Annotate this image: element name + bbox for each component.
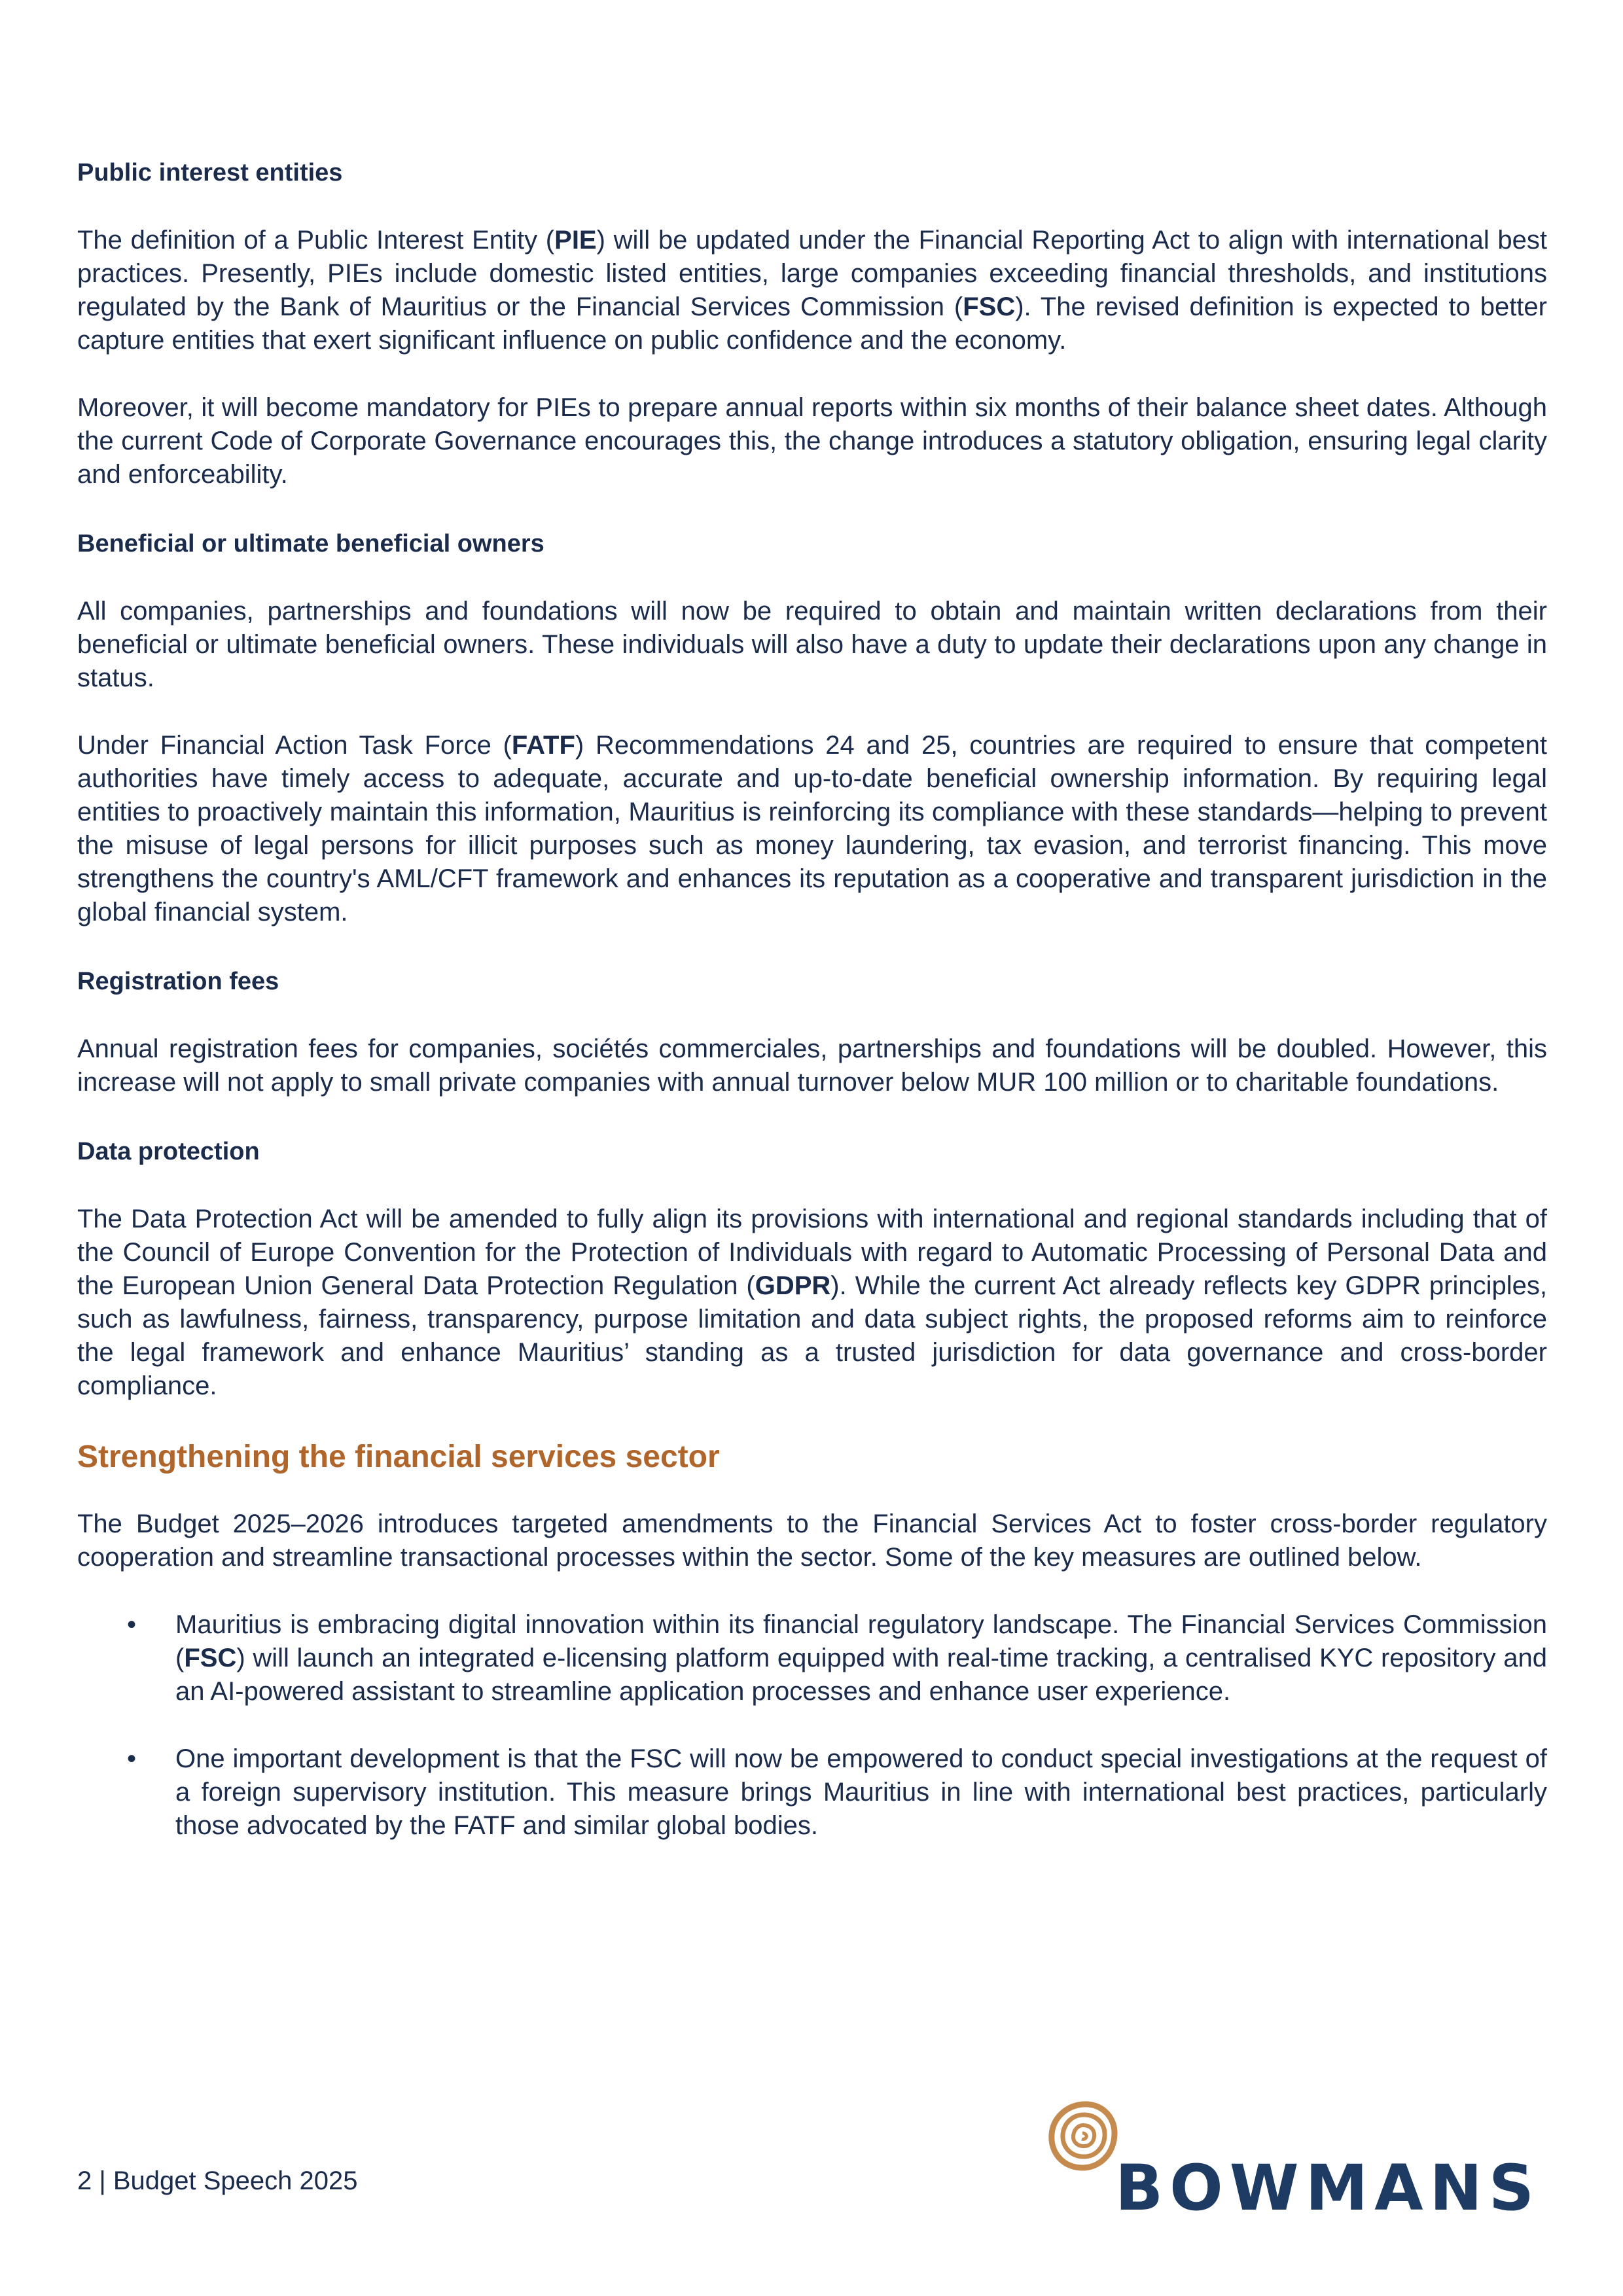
heading-financial-services-sector: Strengthening the financial services sector (77, 1439, 720, 1474)
acronym-fatf: FATF (511, 731, 575, 760)
acronym-gdpr: GDPR (755, 1271, 831, 1300)
page-footer-label: 2 | Budget Speech 2025 (77, 2166, 358, 2195)
paragraph-fatf-recommendations: Under Financial Action Task Force (FATF) Recommendations 24 and 25, countries are required to ensure that competent authorities have timely access to adequate, accurate and up-to-date beneficial ownership information. By requiring legal entities to proactively maintain this information, Mauritius is reinforcing its compliance with these standards—helping to prevent the misuse of legal persons for illicit purposes such as money laundering, tax evasion, and terrorist financing. This move strengthens the country's AML/CFT framework and enhances its reputation as a cooperative and transparent jurisdiction in the global financial system. (77, 731, 1547, 927)
bowmans-swirl-icon (1047, 2100, 1119, 2172)
paragraph-beneficial-declarations: All companies, partnerships and foundations will now be required to obtain and maintain written declarations from their beneficial or ultimate beneficial owners. These individuals will also have a duty to update their declarations upon any change in status. (77, 597, 1547, 692)
paragraph-pie-definition: The definition of a Public Interest Entity (PIE) will be updated under the Financial Reporting Act to align with international best practices. Presently, PIEs include domestic listed entities, large companies exceeding financial thresholds, and institutions regulated by the Bank of Mauritius or the Financial Services Commission (FSC). The revised definition is expected to better capture entities that exert significant influence on public confidence and the economy. (77, 226, 1547, 355)
acronym-pie: PIE (554, 226, 597, 255)
paragraph-data-protection: The Data Protection Act will be amended to fully align its provisions with international and regional standards including that of the Council of Europe Convention for the Protection of Individuals with regard to Automatic Processing of Personal Data and the European Union General Data Protection Regulation (GDPR). While the current Act already reflects key GDPR principles, such as lawfulness, fairness, transparency, purpose limitation and data subject rights, the proposed reforms aim to reinforce the legal framework and enhance Mauritius’ standing as a trusted jurisdiction for data governance and cross-border compliance. (77, 1205, 1547, 1400)
paragraph-budget-amendments: The Budget 2025–2026 introduces targeted amendments to the Financial Services Act to foster cross-border regulatory cooperation and streamline transactional processes within the sector. Some of the key measures are outlined below. (77, 1510, 1547, 1572)
measures-list (77, 1608, 1547, 1843)
logo-wordmark: BOWMANS (1115, 2151, 1541, 2225)
list-item: • One important development is that the FSC will now be empowered to conduct special investigations at the request of a foreign supervisory institution. This measure brings Mauritius in line with international best practices, particularly those advocated by the FATF and similar global bodies. (77, 1742, 1547, 1843)
bullet-icon: • (127, 1610, 137, 1639)
heading-public-interest-entities: Public interest entities (77, 159, 343, 186)
bowmans-logo (1047, 2100, 1544, 2225)
acronym-fsc: FSC (963, 292, 1016, 321)
bullet-icon: • (127, 1744, 137, 1773)
heading-beneficial-owners: Beneficial or ultimate beneficial owners (77, 530, 544, 557)
acronym-fsc: FSC (184, 1644, 237, 1672)
document-body (77, 154, 1547, 1877)
paragraph-registration-fees: Annual registration fees for companies, sociétés commerciales, partnerships and foundations will be doubled. However, this increase will not apply to small private companies with annual turnover below MUR 100 million or to charitable foundations. (77, 1034, 1547, 1097)
heading-registration-fees: Registration fees (77, 968, 279, 995)
heading-data-protection: Data protection (77, 1138, 260, 1165)
list-item: • Mauritius is embracing digital innovation within its financial regulatory landscape. The Financial Services Commission (FSC) will launch an integrated e-licensing platform equipped with real-time tracking, a centralised KYC repository and an AI-powered assistant to streamline application processes and enhance user experience. (77, 1608, 1547, 1708)
paragraph-pie-annual-reports: Moreover, it will become mandatory for PIEs to prepare annual reports within six months of their balance sheet dates. Although the current Code of Corporate Governance encourages this, the change introduces a statutory obligation, ensuring legal clarity and enforceability. (77, 393, 1547, 489)
